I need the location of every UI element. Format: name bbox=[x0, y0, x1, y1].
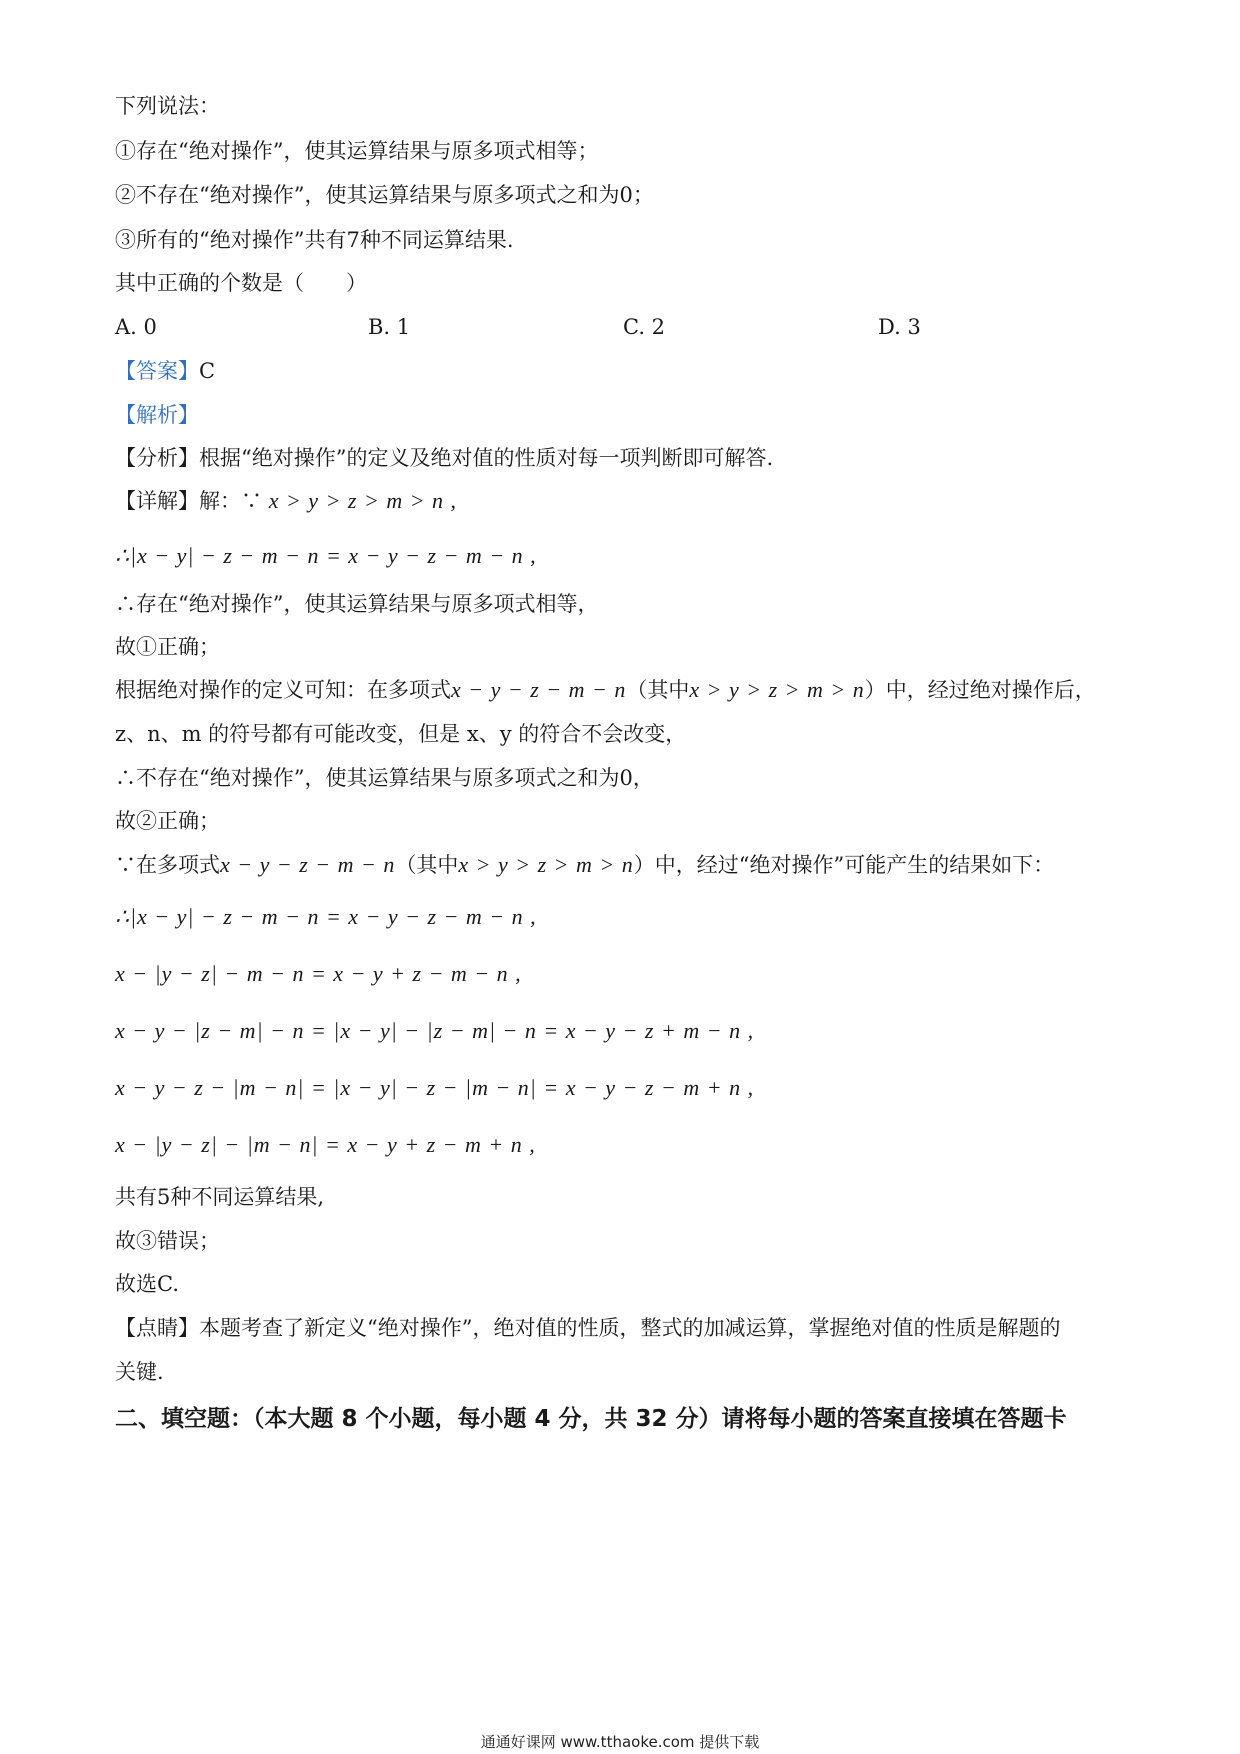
dianjing-line-2: 关键. bbox=[115, 1360, 164, 1384]
final-choice: 故选C. bbox=[115, 1272, 179, 1296]
analysis-tag: 【解析】 bbox=[115, 403, 199, 427]
result-count-line: 共有5种不同运算结果, bbox=[115, 1185, 325, 1209]
intro-text: 下列说法： bbox=[115, 94, 220, 118]
result-equation-3: x − y − |z − m| − n = |x − y| − |z − m| − n = x − y − z + m − n , bbox=[115, 1018, 755, 1043]
statement-3: ③所有的“绝对操作”共有7种不同运算结果. bbox=[115, 228, 514, 252]
results-order: x > y > z > m > n bbox=[458, 852, 634, 877]
statement-2: ②不存在“绝对操作”，使其运算结果与原多项式之和为0； bbox=[115, 183, 654, 207]
result-equation-2: x − |y − z| − m − n = x − y + z − m − n , bbox=[115, 961, 522, 986]
results-text-c: （其中 bbox=[395, 853, 459, 877]
conclusion-3: 故③错误； bbox=[115, 1229, 220, 1253]
answer-tag: 【答案】 bbox=[115, 359, 199, 383]
results-text-a: ∵在多项式 bbox=[115, 853, 220, 877]
question-text: 其中正确的个数是（ ） bbox=[115, 271, 367, 295]
results-intro-line bbox=[115, 851, 1054, 879]
def-text-c: （其中 bbox=[626, 678, 690, 702]
def-order: x > y > z > m > n bbox=[689, 677, 865, 702]
section-heading: 二、填空题：（本大题 8 个小题，每小题 4 分，共 32 分）请将每小题的答案直接填在答题卡 bbox=[115, 1406, 1067, 1432]
conclusion-2a: ∴不存在“绝对操作”，使其运算结果与原多项式之和为0， bbox=[115, 766, 654, 790]
answer-line bbox=[115, 357, 215, 385]
result-equation-4: x − y − z − |m − n| = |x − y| − z − |m − n| = x − y − z − m + n , bbox=[115, 1075, 755, 1100]
conclusion-1b: 故①正确； bbox=[115, 635, 220, 659]
statement-1: ①存在“绝对操作”，使其运算结果与原多项式相等； bbox=[115, 139, 599, 163]
answer-value: C bbox=[199, 359, 216, 383]
fenxi-text: 【分析】根据“绝对操作”的定义及绝对值的性质对每一项判断即可解答. bbox=[115, 446, 774, 470]
option-a: A. 0 bbox=[115, 315, 157, 339]
conclusion-2b: 故②正确； bbox=[115, 809, 220, 833]
option-c: C. 2 bbox=[623, 315, 666, 339]
equation-line-1: ∴|x − y| − z − m − n = x − y − z − m − n , bbox=[115, 543, 537, 568]
page-footer: 通通好课网 www.tthaoke.com 提供下载 bbox=[480, 1733, 760, 1751]
def-poly: x − y − z − m − n bbox=[451, 677, 627, 702]
definition-line bbox=[115, 676, 1096, 704]
def-text-e: ）中，经过绝对操作后， bbox=[864, 678, 1096, 702]
results-text-e: ）中，经过“绝对操作”可能产生的结果如下： bbox=[633, 853, 1055, 877]
conclusion-1a: ∴存在“绝对操作”，使其运算结果与原多项式相等， bbox=[115, 592, 599, 616]
dianjing-line-1: 【点睛】本题考查了新定义“绝对操作”，绝对值的性质，整式的加减运算，掌握绝对值的性质是解题的 bbox=[115, 1316, 1061, 1340]
xiangjie-prefix: 【详解】解：∵ bbox=[115, 489, 262, 513]
xiangjie-math: x > y > z > m > n , bbox=[268, 488, 458, 513]
result-equation-5: x − |y − z| − |m − n| = x − y + z − m + n , bbox=[115, 1132, 536, 1157]
xiangjie-line bbox=[115, 487, 457, 515]
result-equation-1: ∴|x − y| − z − m − n = x − y − z − m − n , bbox=[115, 904, 537, 929]
def-text-a: 根据绝对操作的定义可知：在多项式 bbox=[115, 678, 451, 702]
results-poly: x − y − z − m − n bbox=[220, 852, 396, 877]
option-b: B. 1 bbox=[368, 315, 411, 339]
sign-change-line: z、n、m 的符号都有可能改变，但是 x、y 的符合不会改变， bbox=[115, 722, 687, 746]
option-d: D. 3 bbox=[878, 315, 921, 339]
